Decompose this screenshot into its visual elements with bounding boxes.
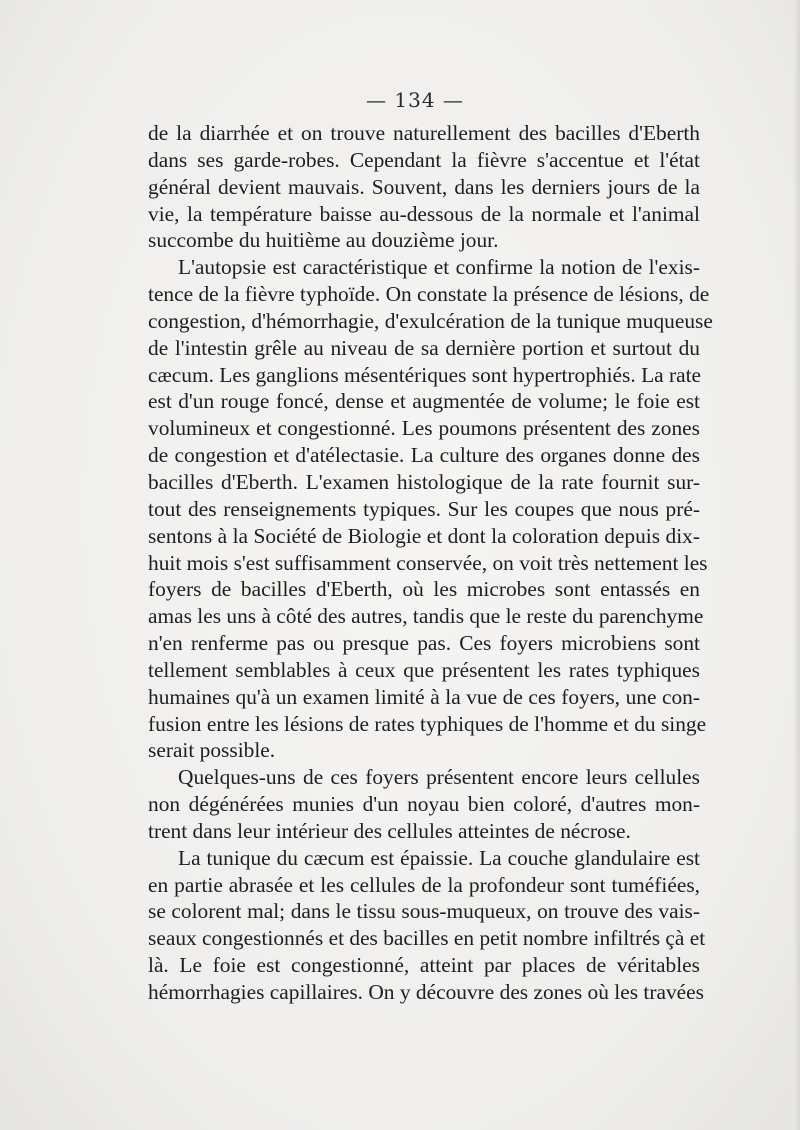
page-edge-shadow [794,0,800,1130]
paragraph [148,254,713,764]
text-line: hémorrhagies capillaires. On y découvre des zones où les travées [148,980,704,1004]
text-line: fusion entre les lésions de rates typhiques de l'homme et du singe [148,711,707,736]
page-number: — 134 — [366,88,464,112]
text-line: n'en renferme pas ou presque pas. Ces foyers microbiens sont [148,631,700,656]
text-line: de l'intestin grêle au niveau de sa dernière portion et surtout du [148,335,700,360]
text-line: bacilles d'Eberth. L'examen histologique de la rate fournit sur- [148,469,700,494]
text-line: vie, la température baisse au-dessous de la normale et l'animal [148,201,700,226]
text-line: se colorent mal; dans le tissu sous-muqueux, on trouve des vais- [148,899,700,924]
text-line: dans ses garde-robes. Cependant la fièvre s'accentue et l'état [148,147,700,172]
text-line: succombe du huitième au douzième jour. [148,228,499,253]
text-line: en partie abrasée et les cellules de la profondeur sont tuméfiées, [148,872,700,897]
text-line: tout des renseignements typiques. Sur les coupes que nous pré- [148,496,700,521]
paragraph [148,845,706,1006]
text-line: de congestion et d'atélectasie. La culture des organes donne des [148,443,700,468]
text-line: congestion, d'hémorrhagie, d'exulcération de la tunique muqueuse [148,308,713,333]
text-line: tellement semblables à ceux que présentent les rates typhiques [148,657,700,682]
text-line: volumineux et congestionné. Les poumons présentent des zones [148,416,700,441]
body-text [148,120,713,1006]
text-line: de la diarrhée et on trouve naturellement des bacilles d'Eberth [148,121,700,145]
text-line: humaines qu'à un examen limité à la vue de ces foyers, une con- [148,684,700,709]
text-line: tence de la fièvre typhoïde. On constate la présence de lésions, de [148,282,710,307]
text-line: cæcum. Les ganglions mésentériques sont hypertrophiés. La rate [148,362,702,387]
paragraph [148,120,700,254]
text-line: général devient mauvais. Souvent, dans les derniers jours de la [148,174,700,199]
text-line: seaux congestionnés et des bacilles en petit nombre infiltrés çà et [148,926,706,951]
text-line: serait possible. [148,738,276,763]
text-line: La tunique du cæcum est épaissie. La couche glandulaire est [178,845,700,870]
text-line: sentons à la Société de Biologie et dont la coloration depuis dix- [148,523,700,548]
paragraph [148,764,700,845]
text-line: amas les uns à côté des autres, tandis que le reste du parenchyme [148,604,704,629]
text-line: huit mois s'est suffisamment conservée, on voit très nettement les [148,550,708,575]
text-line: non dégénérées munies d'un noyau bien coloré, d'autres mon- [148,792,700,817]
text-line: L'autopsie est caractéristique et confirme la notion de l'exis- [178,255,700,280]
text-line: trent dans leur intérieur des cellules atteintes de nécrose. [148,818,631,843]
text-line: Quelques-uns de ces foyers présentent encore leurs cellules [178,765,700,790]
text-line: là. Le foie est congestionné, atteint par places de véritables [148,953,700,978]
text-line: foyers de bacilles d'Eberth, où les microbes sont entassés en [148,577,700,602]
text-line: est d'un rouge foncé, dense et augmentée de volume; le foie est [148,389,700,414]
